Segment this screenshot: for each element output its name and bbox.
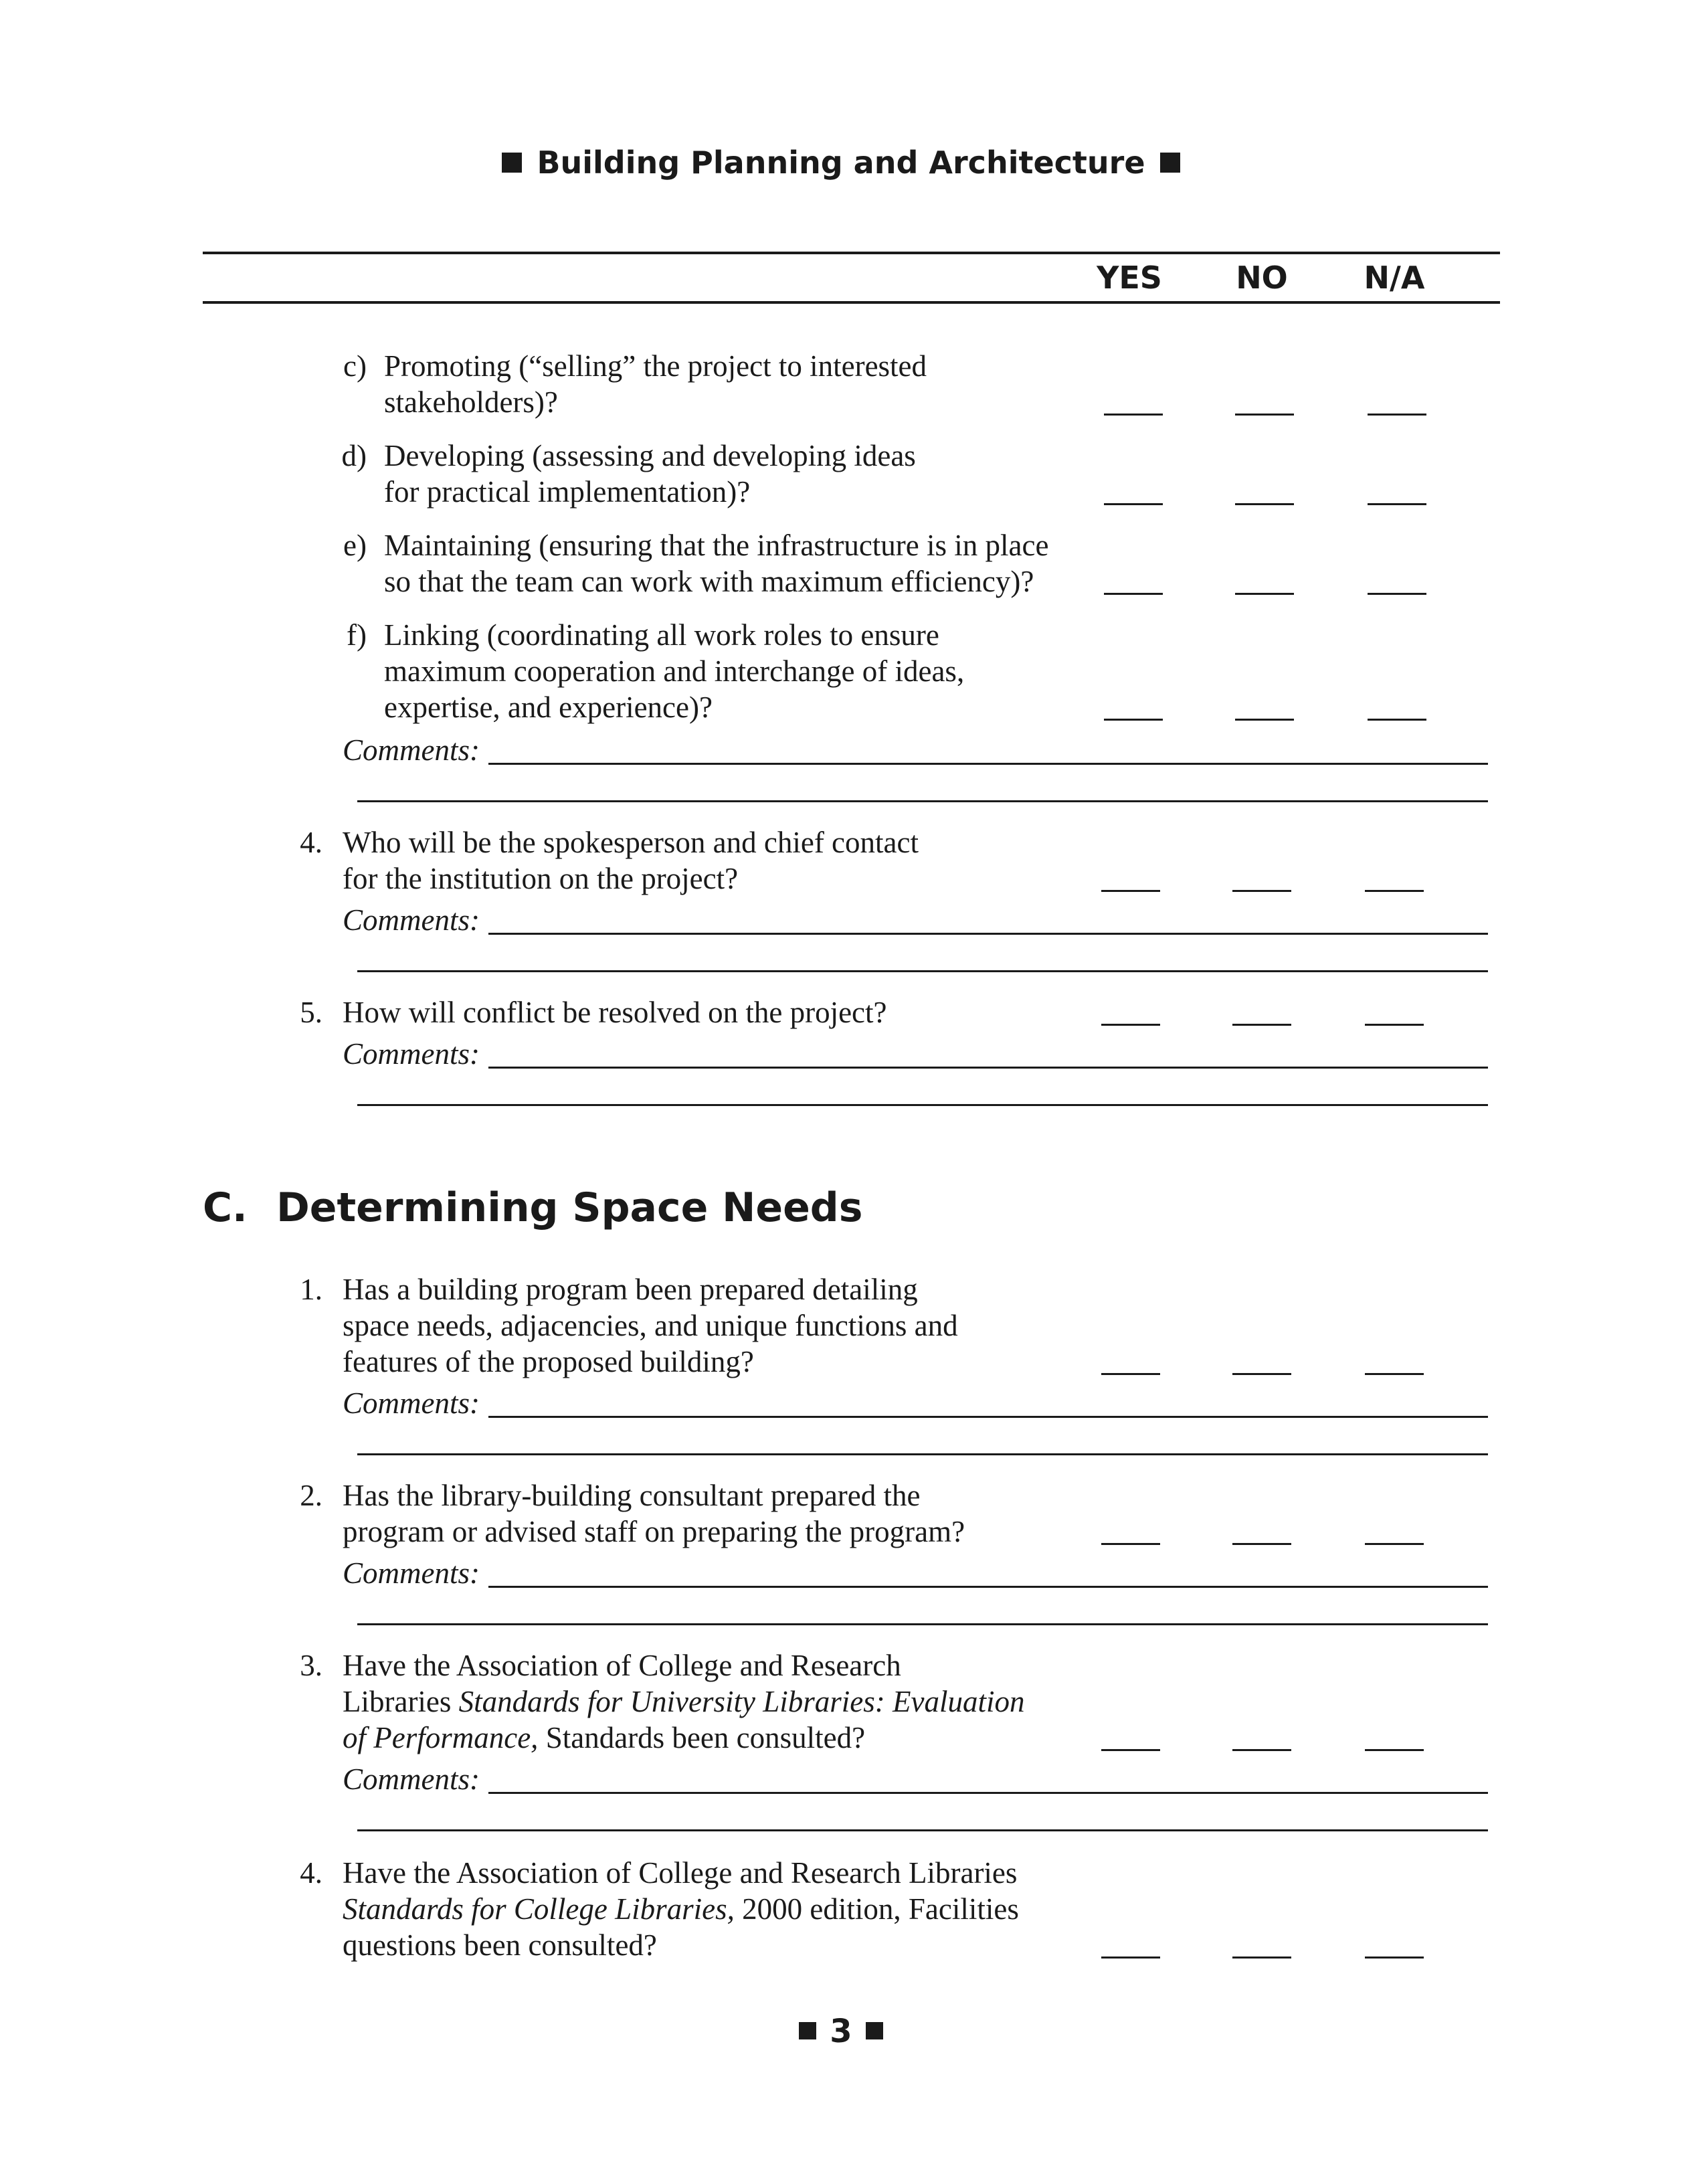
yes-answer-blank[interactable] [1101,1543,1160,1545]
item-marker: e) [343,529,367,562]
text-run: 2000 edition, Facilities [734,1892,1019,1926]
comments-line[interactable] [357,1829,1488,1831]
comments-line[interactable] [357,1104,1488,1106]
na-answer-blank[interactable] [1365,1749,1424,1751]
item-marker: f) [347,618,367,652]
no-answer-blank[interactable] [1232,1373,1291,1375]
question-text-line: Have the Association of College and Research Libraries [343,1856,1018,1890]
question-text-line: Has a building program been prepared detailing [343,1273,918,1306]
question-text-line [343,1891,1019,1927]
comments-line[interactable] [488,1416,1488,1418]
comments-label: Comments: [343,903,480,937]
running-head [0,145,1682,181]
section-heading [203,1184,862,1231]
na-answer-blank[interactable] [1365,1956,1424,1959]
publication-title: of Performance, [343,1721,539,1754]
comments-line[interactable] [357,800,1488,802]
no-answer-blank[interactable] [1232,1024,1291,1026]
page-footer [0,2013,1682,2050]
no-answer-blank[interactable] [1232,1956,1291,1959]
no-answer-blank[interactable] [1232,890,1291,892]
yes-answer-blank[interactable] [1101,890,1160,892]
comments-label: Comments: [343,733,480,767]
yes-answer-blank[interactable] [1104,719,1163,721]
na-answer-blank[interactable] [1365,1373,1424,1375]
question-number: 3. [300,1649,322,1682]
comments-line[interactable] [357,1453,1488,1455]
question-text-line: questions been consulted? [343,1928,657,1962]
question-text-line: program or advised staff on preparing the program? [343,1515,965,1548]
na-answer-blank[interactable] [1365,1543,1424,1545]
na-answer-blank[interactable] [1365,1024,1424,1026]
column-na: N/A [1364,260,1425,296]
comments-label: Comments: [343,1037,480,1071]
comments-line[interactable] [488,1586,1488,1588]
yes-answer-blank[interactable] [1101,1024,1160,1026]
item-text-line: expertise, and experience)? [384,691,713,724]
publication-title: Standards for University Libraries: Evaluation [458,1685,1025,1718]
question-number: 1. [300,1273,322,1306]
comments-line[interactable] [488,1067,1488,1069]
item-text-line: maximum cooperation and interchange of ideas, [384,654,965,688]
item-text-line: Linking (coordinating all work roles to ensure [384,618,939,652]
column-no: NO [1236,260,1288,296]
item-marker: d) [341,439,367,472]
no-answer-blank[interactable] [1235,503,1294,505]
yes-answer-blank[interactable] [1104,414,1163,416]
header-rule-top [203,252,1500,254]
header-rule-bottom [203,301,1500,304]
item-text-line: so that the team can work with maximum efficiency)? [384,565,1034,598]
question-text-line [343,1720,865,1756]
no-answer-blank[interactable] [1232,1543,1291,1545]
item-text-line: Promoting (“selling” the project to interested [384,349,927,383]
yes-answer-blank[interactable] [1101,1749,1160,1751]
column-yes: YES [1097,260,1162,296]
comments-line[interactable] [488,763,1488,765]
no-answer-blank[interactable] [1235,719,1294,721]
comments-label: Comments: [343,1762,480,1796]
question-text-line: How will conflict be resolved on the project? [343,996,887,1029]
item-marker: c) [343,349,367,383]
na-answer-blank[interactable] [1368,719,1426,721]
no-answer-blank[interactable] [1235,593,1294,595]
question-text-line: Has the library-building consultant prepared the [343,1479,921,1512]
no-answer-blank[interactable] [1232,1749,1291,1751]
question-number: 2. [300,1479,322,1512]
section-title: Determining Space Needs [276,1184,863,1231]
yes-answer-blank[interactable] [1104,503,1163,505]
na-answer-blank[interactable] [1368,593,1426,595]
item-text-line: stakeholders)? [384,385,558,419]
na-answer-blank[interactable] [1368,503,1426,505]
yes-answer-blank[interactable] [1101,1956,1160,1959]
page-number: 3 [830,2013,852,2050]
question-number: 5. [300,996,322,1029]
item-text-line: for practical implementation)? [384,475,751,509]
comments-line[interactable] [357,1623,1488,1625]
square-bullet-icon [799,2022,816,2039]
question-number: 4. [300,826,322,859]
question-number: 4. [300,1856,322,1890]
na-answer-blank[interactable] [1368,414,1426,416]
comments-label: Comments: [343,1386,480,1420]
no-answer-blank[interactable] [1235,414,1294,416]
yes-answer-blank[interactable] [1101,1373,1160,1375]
item-text-line: Developing (assessing and developing ideas [384,439,916,472]
comments-line[interactable] [488,1792,1488,1794]
comments-line[interactable] [357,970,1488,972]
question-text-line: features of the proposed building? [343,1345,754,1378]
text-run: Standards been consulted? [538,1721,866,1754]
text-run: Libraries [343,1685,459,1718]
running-head-title: Building Planning and Architecture [537,145,1145,181]
na-answer-blank[interactable] [1365,890,1424,892]
question-text-line: Who will be the spokesperson and chief contact [343,826,919,859]
square-bullet-icon [1160,153,1180,173]
comments-line[interactable] [488,933,1488,935]
yes-answer-blank[interactable] [1104,593,1163,595]
question-text-line: for the institution on the project? [343,862,739,895]
square-bullet-icon [866,2022,883,2039]
question-text-line: Have the Association of College and Research [343,1649,901,1682]
section-letter: C. [203,1184,248,1231]
question-text-line: space needs, adjacencies, and unique functions and [343,1309,958,1342]
item-text-line: Maintaining (ensuring that the infrastructure is in place [384,529,1049,562]
comments-label: Comments: [343,1556,480,1590]
square-bullet-icon [502,153,522,173]
question-text-line [343,1683,1025,1720]
publication-title: Standards for College Libraries, [343,1892,735,1926]
